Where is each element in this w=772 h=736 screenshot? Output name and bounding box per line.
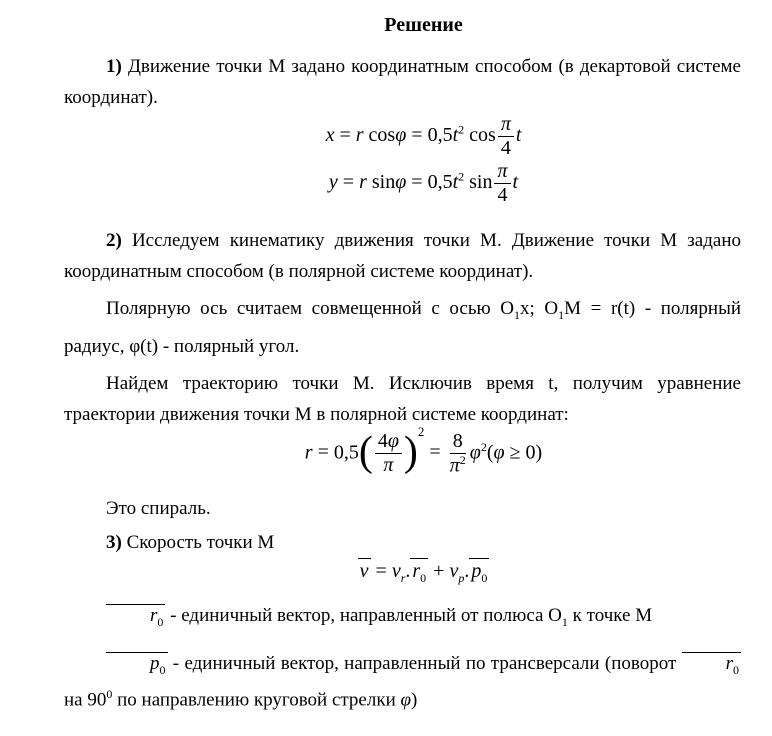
vector-overbar bbox=[469, 558, 489, 585]
math-subscript: 0 bbox=[733, 663, 739, 678]
right-paren: ) bbox=[535, 441, 543, 464]
math-operator: . bbox=[405, 560, 411, 583]
math-var: p bbox=[471, 560, 482, 583]
formula-x-cartesian bbox=[64, 113, 741, 160]
vector-overbar bbox=[358, 558, 371, 582]
vector-overbar bbox=[682, 652, 741, 676]
math-var: φ bbox=[395, 124, 407, 147]
math-subscript: 0 bbox=[157, 615, 164, 630]
math-fraction-numerator bbox=[375, 430, 402, 454]
math-fraction bbox=[448, 430, 468, 478]
math-var: φ bbox=[387, 430, 399, 453]
math-fraction bbox=[494, 160, 510, 207]
paragraph-8 bbox=[64, 648, 741, 715]
math-var: t bbox=[512, 171, 519, 194]
paragraph-7 bbox=[64, 600, 741, 638]
math-number: 0,5 bbox=[427, 124, 453, 147]
paragraph-6-number: 3) bbox=[106, 532, 122, 554]
formula-velocity bbox=[64, 558, 741, 586]
paragraph-8-text: ) bbox=[411, 689, 418, 711]
math-exponent: 2 bbox=[459, 452, 466, 467]
math-subscript: 1 bbox=[561, 615, 568, 630]
left-paren: ( bbox=[358, 428, 373, 475]
math-var: p bbox=[150, 653, 160, 675]
paragraph-6-text: Скорость точки М bbox=[121, 532, 275, 554]
math-var: r bbox=[355, 124, 364, 147]
math-fraction-numerator: π bbox=[494, 160, 510, 184]
paragraph-3-text: M = r(t) - полярный радиус, φ(t) - полярный угол. bbox=[64, 298, 741, 357]
paragraph-7-text: к точке М bbox=[567, 605, 653, 627]
math-number: 0,5 bbox=[427, 171, 453, 194]
math-var: φ bbox=[469, 441, 481, 464]
math-var: φ bbox=[493, 441, 505, 464]
math-exponent: 2 bbox=[458, 169, 465, 184]
document-page bbox=[64, 13, 741, 716]
paragraph-8-text: по направлению круговой стрелки bbox=[112, 689, 401, 711]
math-operator: ≥ bbox=[509, 441, 521, 464]
page-title: Решение bbox=[384, 14, 463, 36]
math-var: v bbox=[359, 560, 369, 583]
vector-overbar bbox=[106, 604, 165, 628]
math-subscript: 1 bbox=[558, 307, 565, 322]
math-var: π bbox=[449, 454, 460, 477]
math-fraction-numerator: 8 bbox=[450, 430, 466, 454]
vector-overbar bbox=[106, 652, 168, 676]
math-subscript: 1 bbox=[514, 307, 521, 322]
math-function: cos bbox=[469, 124, 496, 147]
math-operator: = bbox=[411, 124, 423, 147]
paragraph-8-text: на 90 bbox=[64, 689, 107, 711]
math-fraction-denominator bbox=[448, 454, 468, 478]
math-number: 0 bbox=[525, 441, 536, 464]
math-subscript: r bbox=[400, 571, 406, 586]
math-var: v bbox=[449, 560, 459, 583]
paragraph-2 bbox=[64, 225, 741, 287]
math-fraction-denominator: 4 bbox=[500, 137, 511, 159]
math-var: r bbox=[412, 560, 421, 583]
left-paren: ( bbox=[486, 441, 494, 464]
paragraph-3 bbox=[64, 293, 741, 362]
math-operator: = bbox=[411, 171, 423, 194]
math-var: t bbox=[452, 171, 459, 194]
math-function: cos bbox=[368, 124, 396, 147]
math-exponent: 2 bbox=[458, 122, 465, 137]
math-superscript: 0 bbox=[106, 687, 113, 702]
paragraph-4 bbox=[64, 368, 741, 430]
math-var: t bbox=[515, 124, 522, 147]
paragraph-5-text: Это спираль. bbox=[106, 498, 211, 520]
math-subscript: 0 bbox=[481, 571, 488, 586]
math-var: v bbox=[391, 560, 401, 583]
math-var: x bbox=[325, 124, 335, 147]
paragraph-1 bbox=[64, 51, 741, 113]
math-subscript: p bbox=[458, 571, 465, 586]
math-number: 0,5 bbox=[333, 441, 359, 464]
vector-overbar bbox=[410, 558, 428, 585]
math-var: φ bbox=[400, 689, 412, 711]
paragraph-1-number: 1) bbox=[106, 56, 122, 77]
math-operator: = bbox=[375, 560, 387, 583]
paragraph-3-text: x; O bbox=[520, 298, 559, 319]
paragraph-1-text: Движение точки М задано координатным способом (в декартовой системе координат). bbox=[64, 56, 741, 108]
paragraph-5 bbox=[64, 493, 741, 524]
math-fraction-denominator: 4 bbox=[497, 184, 508, 206]
math-subscript: 0 bbox=[420, 571, 427, 586]
math-fraction bbox=[498, 113, 514, 160]
math-fraction bbox=[375, 430, 402, 477]
math-var: r bbox=[725, 653, 733, 675]
paragraph-3-text: Полярную ось считаем совмещенной с осью O bbox=[106, 298, 515, 319]
math-var: r bbox=[304, 441, 313, 464]
right-paren: ) bbox=[403, 428, 418, 475]
formula-y-cartesian bbox=[64, 160, 741, 207]
math-exponent: 2 bbox=[480, 439, 487, 454]
paragraph-7-text: - единичный вектор, направленный от полюса O bbox=[165, 605, 562, 627]
math-fraction-denominator: π bbox=[383, 454, 394, 477]
paragraph-8-text: - единичный вектор, направленный по трансверсали (поворот bbox=[167, 653, 682, 675]
math-var: r bbox=[359, 171, 367, 194]
formula-trajectory-polar bbox=[64, 423, 741, 478]
math-operator: = bbox=[317, 441, 329, 464]
math-exponent: 2 bbox=[417, 423, 425, 439]
math-function: sin bbox=[371, 171, 396, 194]
math-var: y bbox=[328, 171, 338, 194]
math-operator: = bbox=[342, 171, 355, 194]
math-var: r bbox=[150, 605, 158, 627]
paragraph-2-number: 2) bbox=[106, 230, 122, 251]
math-operator: = bbox=[339, 124, 351, 147]
math-subscript: 0 bbox=[159, 663, 166, 678]
paragraph-2-text: Исследуем кинематику движения точки М. Движение точки М задано координатным способом (в полярной системе координат). bbox=[64, 230, 741, 282]
math-operator: + bbox=[433, 560, 445, 583]
math-operator: . bbox=[464, 560, 470, 583]
paragraph-6 bbox=[64, 527, 741, 558]
math-operator: = bbox=[429, 441, 441, 464]
paragraph-4-text: Найдем траекторию точки М. Исключив время t, получим уравнение траектории движения точки М в полярной системе координат: bbox=[64, 372, 741, 425]
math-number: 4 bbox=[377, 430, 388, 453]
math-var: φ bbox=[395, 171, 407, 194]
math-var: t bbox=[452, 124, 459, 147]
math-fraction-numerator: π bbox=[498, 113, 514, 137]
math-function: sin bbox=[469, 171, 493, 194]
